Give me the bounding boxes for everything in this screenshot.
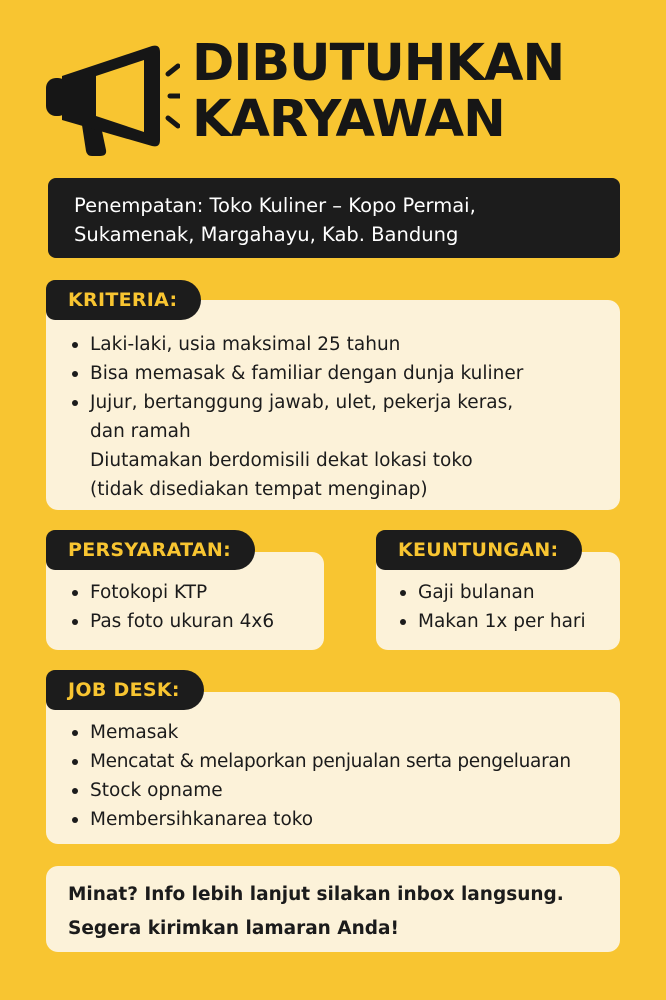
list-item: Jujur, bertanggung jawab, ulet, pekerja keras, xyxy=(70,388,600,417)
list-item: Laki-laki, usia maksimal 25 tahun xyxy=(70,330,600,359)
list-item: Makan 1x per hari xyxy=(398,607,610,636)
jobdesk-card xyxy=(46,692,620,844)
list-item: Bisa memasak & familiar dengan dunja kuliner xyxy=(70,359,600,388)
kriteria-heading: KRITERIA: xyxy=(46,280,201,320)
list-item: Stock opname xyxy=(70,776,610,805)
list-item: Membersihkanarea toko xyxy=(70,805,610,834)
list-item: Mencatat & melaporkan penjualan serta pengeluaran xyxy=(70,747,610,776)
kriteria-card xyxy=(46,300,620,510)
keuntungan-heading: KEUNTUNGAN: xyxy=(376,530,582,570)
list-item: Fotokopi KTP xyxy=(70,578,314,607)
footer-line-1: Minat? Info lebih lanjut silakan inbox langsung. xyxy=(68,884,564,905)
list-item: Gaji bulanan xyxy=(398,578,610,607)
footer-card xyxy=(46,866,620,952)
placement-banner xyxy=(48,178,620,258)
placement-line-2: Sukamenak, Margahayu, Kab. Bandung xyxy=(74,223,459,246)
persyaratan-heading: PERSYARATAN: xyxy=(46,530,255,570)
page-title xyxy=(192,36,564,148)
placement-line-1: Penempatan: Toko Kuliner – Kopo Permai, xyxy=(74,194,476,217)
list-item: Memasak xyxy=(70,718,610,747)
title-line-2: KARYAWAN xyxy=(192,90,505,149)
kriteria-note-1: Diutamakan berdomisili dekat lokasi toko xyxy=(90,450,473,471)
list-item: Pas foto ukuran 4x6 xyxy=(70,607,314,636)
jobdesk-list xyxy=(70,718,610,834)
footer-line-2: Segera kirimkan lamaran Anda! xyxy=(68,918,399,939)
list-item-continuation: dan ramah xyxy=(90,421,191,442)
title-line-1: DIBUTUHKAN xyxy=(192,34,565,93)
persyaratan-list xyxy=(70,578,314,636)
jobdesk-heading: JOB DESK: xyxy=(46,670,204,710)
kriteria-note-2: (tidak disediakan tempat menginap) xyxy=(90,479,428,500)
kriteria-list xyxy=(70,330,600,417)
megaphone-icon xyxy=(40,40,180,160)
header xyxy=(0,0,666,170)
keuntungan-list xyxy=(398,578,610,636)
